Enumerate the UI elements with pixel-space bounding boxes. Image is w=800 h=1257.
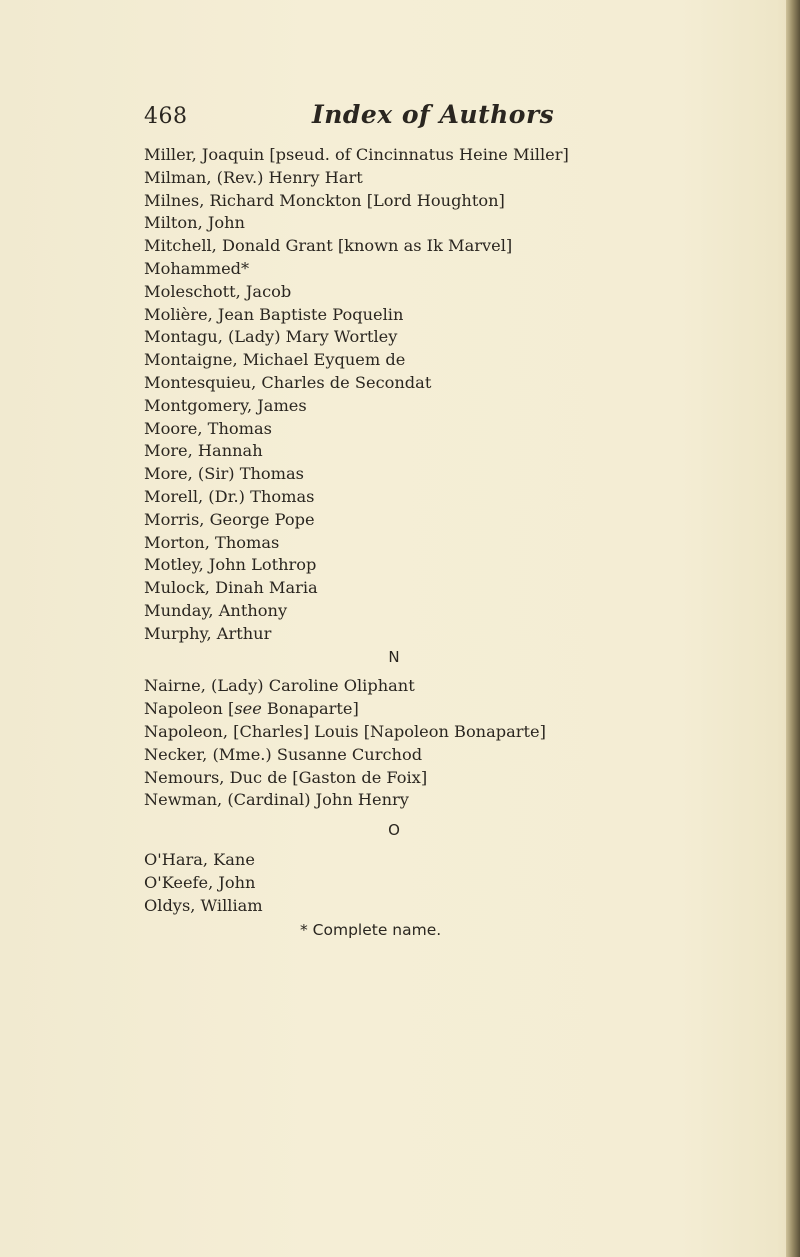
- index-entry: Napoleon, [Charles] Louis [Napoleon Bonaparte]: [144, 721, 546, 741]
- index-entry: O'Keefe, John: [144, 872, 256, 892]
- index-entry: Mulock, Dinah Maria: [144, 578, 318, 598]
- index-entry: Morell, (Dr.) Thomas: [144, 486, 315, 506]
- index-entry: Montaigne, Michael Eyquem de: [144, 350, 406, 370]
- page-edge-shadow: [786, 0, 800, 1257]
- page-header: [0, 100, 800, 140]
- running-title: Index of Authors: [312, 100, 555, 129]
- section-letter-n: N: [388, 647, 400, 666]
- index-entry: Munday, Anthony: [144, 600, 288, 620]
- index-entry: Montagu, (Lady) Mary Wortley: [144, 327, 398, 347]
- index-entry: Moleschott, Jacob: [144, 281, 292, 301]
- index-entry: Milman, (Rev.) Henry Hart: [144, 167, 363, 187]
- index-entry: Nairne, (Lady) Caroline Oliphant: [144, 676, 415, 696]
- section-letter-o: O: [388, 821, 400, 840]
- index-entry: Moore, Thomas: [144, 418, 272, 438]
- index-entry: O'Hara, Kane: [144, 849, 255, 869]
- index-entry: Milton, John: [144, 213, 245, 233]
- index-entry: Morris, George Pope: [144, 509, 315, 529]
- entry-text: Bonaparte]: [261, 699, 359, 719]
- index-entry: Newman, (Cardinal) John Henry: [144, 790, 409, 810]
- index-entry: Motley, John Lothrop: [144, 555, 317, 575]
- index-entry-napoleon-see: [144, 698, 664, 721]
- index-entry: Murphy, Arthur: [144, 623, 272, 643]
- index-entry: Milnes, Richard Monckton [Lord Houghton]: [144, 190, 505, 210]
- index-entry: Necker, (Mme.) Susanne Curchod: [144, 744, 423, 764]
- author-index-list: [144, 144, 664, 942]
- index-entry: Montgomery, James: [144, 395, 307, 415]
- see-reference: see: [234, 699, 262, 719]
- index-entry: Molière, Jean Baptiste Poquelin: [144, 304, 404, 324]
- page-number: 468: [144, 104, 188, 129]
- footnote: * Complete name.: [300, 921, 442, 940]
- index-entry: Nemours, Duc de [Gaston de Foix]: [144, 767, 428, 787]
- index-entry: Oldys, William: [144, 895, 263, 915]
- index-entry: More, Hannah: [144, 441, 263, 461]
- entry-text: Napoleon [: [144, 699, 235, 719]
- index-entry: Mohammed*: [144, 258, 250, 278]
- index-entry: Montesquieu, Charles de Secondat: [144, 372, 432, 392]
- index-entry: More, (Sir) Thomas: [144, 464, 304, 484]
- index-entry: Miller, Joaquin [pseud. of Cincinnatus Heine Miller]: [144, 145, 569, 164]
- index-entry: Mitchell, Donald Grant [known as Ik Marvel]: [144, 236, 513, 256]
- index-entry: Morton, Thomas: [144, 532, 280, 552]
